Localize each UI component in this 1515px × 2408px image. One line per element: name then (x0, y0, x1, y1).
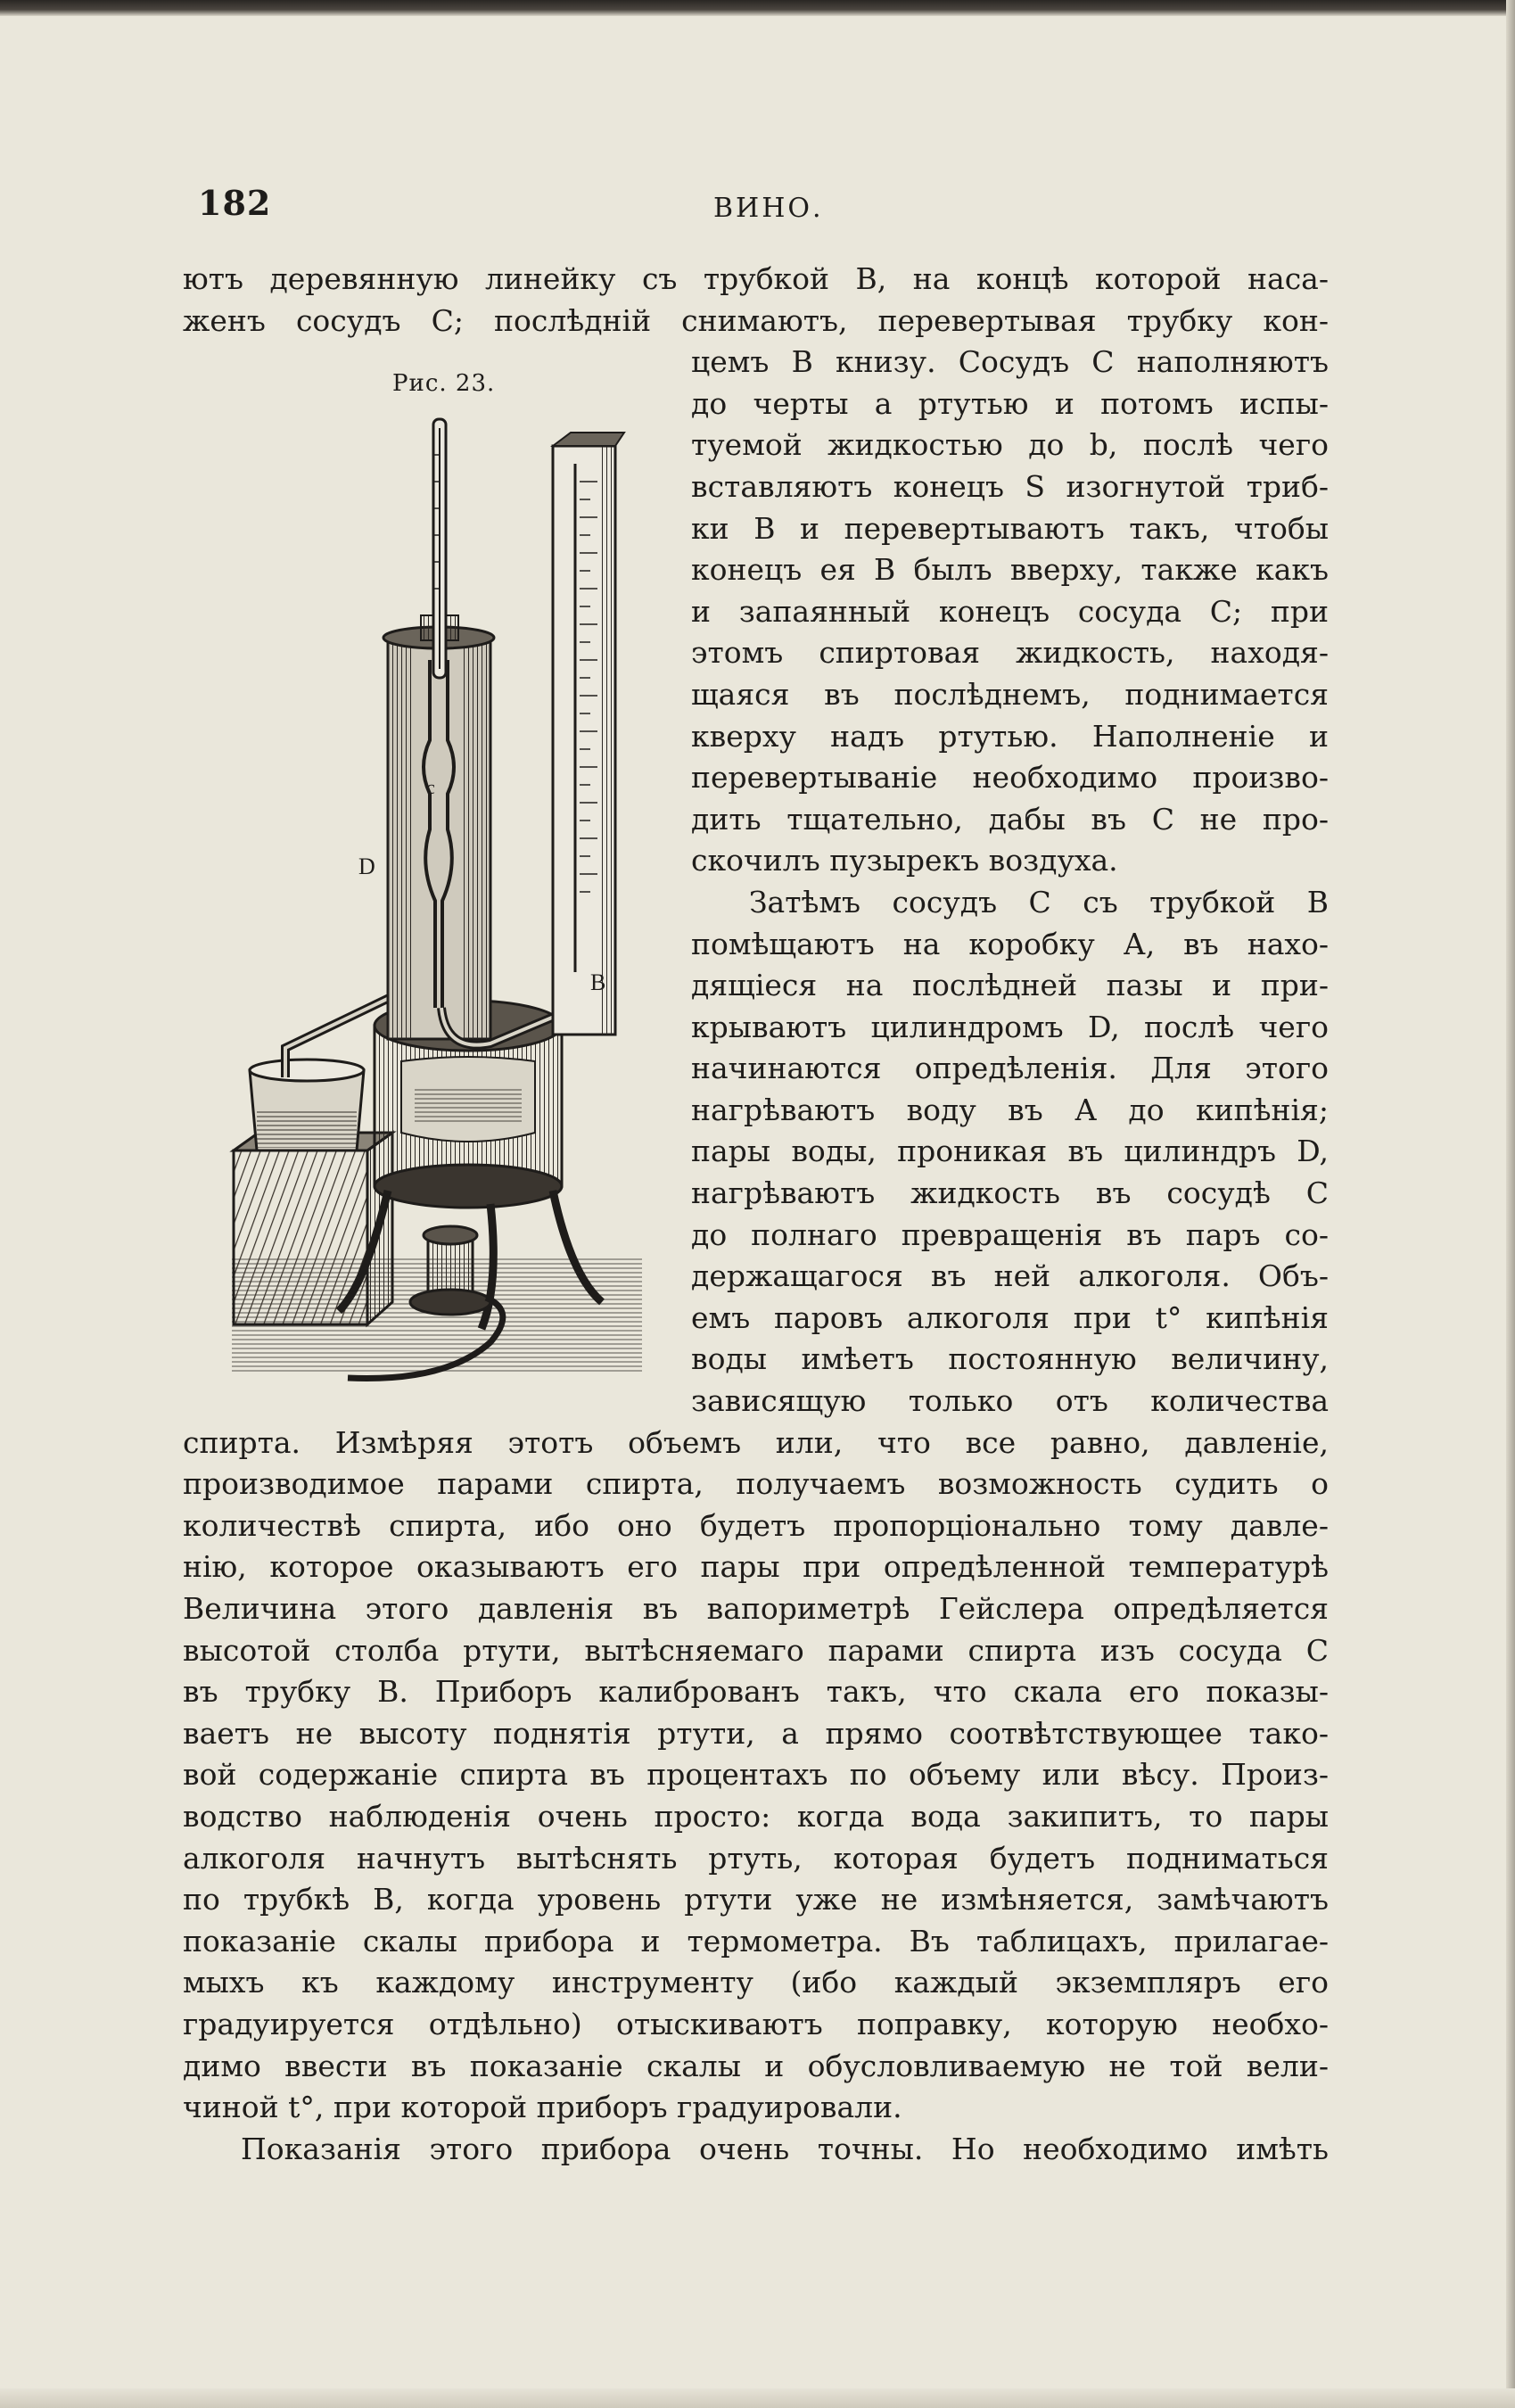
page-number: 182 (198, 183, 272, 223)
text-line: чиной t°, при которой приборъ градуировали. (183, 2090, 902, 2125)
text-line: воды имѣетъ постоянную величину, (691, 1341, 1329, 1377)
text-line: вой содержаніе спирта въ процентахъ по объему или вѣсу. Произ- (183, 1757, 1329, 1793)
body-text (183, 259, 1329, 2170)
text-line: димо ввести въ показаніе скалы и обусловливаемую не той вели- (183, 2048, 1329, 2083)
text-line: крываютъ цилиндромъ D, послѣ чего (691, 1009, 1329, 1044)
text-line: зависящую только отъ количества (691, 1383, 1329, 1419)
page-right-edge (1506, 0, 1515, 2408)
svg-text:c: c (426, 776, 435, 798)
text-line: помѣщаютъ на коробку А, въ нахо- (691, 926, 1329, 961)
text-line: нагрѣваютъ жидкость въ сосудѣ С (691, 1175, 1329, 1211)
text-line: Показанія этого прибора очень точны. Но необходимо имѣть (241, 2131, 1329, 2166)
text-line: количествѣ спирта, ибо оно будетъ пропорціонально тому давле- (183, 1507, 1329, 1543)
text-line: Величина этого давленія въ вапориметрѣ Гейслера опредѣляется (183, 1591, 1329, 1626)
text-line: показаніе скалы прибора и термометра. Въ таблицахъ, прилагае- (183, 1923, 1329, 1959)
text-line: кверху надъ ртутью. Наполненіе и (691, 718, 1329, 754)
figure-caption: Рис. 23. (392, 370, 496, 397)
text-line: до полнаго превращенія въ паръ со- (691, 1216, 1329, 1252)
text-line: начинаются опредѣленія. Для этого (691, 1051, 1329, 1086)
text-line: градуируется отдѣльно) отыскиваютъ поправку, которую необхо- (183, 2006, 1329, 2041)
text-line: пары воды, проникая въ цилиндръ D, (691, 1134, 1329, 1169)
text-line: щаяся въ послѣднемъ, поднимается (691, 676, 1329, 712)
text-line: нію, которое оказываютъ его пары при опредѣленной температурѣ (183, 1549, 1329, 1585)
page-top-edge (0, 0, 1515, 16)
text-line: перевертываніе необходимо произво- (691, 760, 1329, 796)
text-line: алкоголя начнутъ вытѣснять ртуть, которая будетъ подниматься (183, 1840, 1329, 1876)
text-line: спирта. Измѣряя этотъ объемъ или, что все равно, давленіе, (183, 1424, 1329, 1460)
text-line: и запаянный конецъ сосуда С; при (691, 593, 1329, 629)
text-line: производимое парами спирта, получаемъ возможность судить о (183, 1466, 1329, 1502)
running-title: ВИНО. (713, 193, 824, 224)
text-line: емъ паровъ алкоголя при t° кипѣнія (691, 1299, 1329, 1335)
text-line: въ трубку В. Приборъ калиброванъ такъ, что скала его показы- (183, 1674, 1329, 1710)
text-line: ки В и перевертываютъ такъ, чтобы (691, 510, 1329, 546)
figure-label-b: B (590, 969, 606, 995)
page-bottom-edge (0, 2388, 1515, 2408)
text-line: туемой жидкостью до b, послѣ чего (691, 427, 1329, 463)
text-line: водство наблюденія очень просто: когда вода закипитъ, то пары (183, 1798, 1329, 1834)
text-line: по трубкѣ В, когда уровень ртути уже не измѣняется, замѣчаютъ (183, 1882, 1329, 1917)
text-line: конецъ ея В былъ вверху, также какъ (691, 552, 1329, 588)
figure-label-d: D (358, 854, 375, 879)
text-line: нагрѣваютъ воду въ А до кипѣнія; (691, 1092, 1329, 1127)
text-line: мыхъ къ каждому инструменту (ибо каждый экземпляръ его (183, 1965, 1329, 2000)
text-line: дить тщательно, дабы въ С не про- (691, 801, 1329, 837)
text-line: ютъ деревянную линейку съ трубкой В, на концѣ которой наса- (183, 261, 1329, 296)
text-line: вставляютъ конецъ S изогнутой триб- (691, 468, 1329, 504)
text-line: высотой столба ртути, вытѣсняемаго парами спирта изъ сосуда С (183, 1632, 1329, 1668)
text-line: Затѣмъ сосудъ С съ трубкой В (749, 884, 1329, 919)
text-line: ваетъ не высоту поднятія ртути, а прямо соотвѣтствующее тако- (183, 1715, 1329, 1751)
text-line: держащагося въ ней алкоголя. Объ- (691, 1258, 1329, 1294)
text-line: до черты a ртутью и потомъ испы- (691, 385, 1329, 421)
text-line: цемъ В книзу. Сосудъ С наполняютъ (691, 344, 1329, 380)
text-line: скочилъ пузырекъ воздуха. (691, 843, 1118, 878)
text-line: женъ сосудъ С; послѣдній снимаютъ, перевертывая трубку кон- (183, 302, 1329, 338)
text-line: дящіеся на послѣдней пазы и при- (691, 968, 1329, 1003)
text-line: этомъ спиртовая жидкость, находя- (691, 635, 1329, 671)
